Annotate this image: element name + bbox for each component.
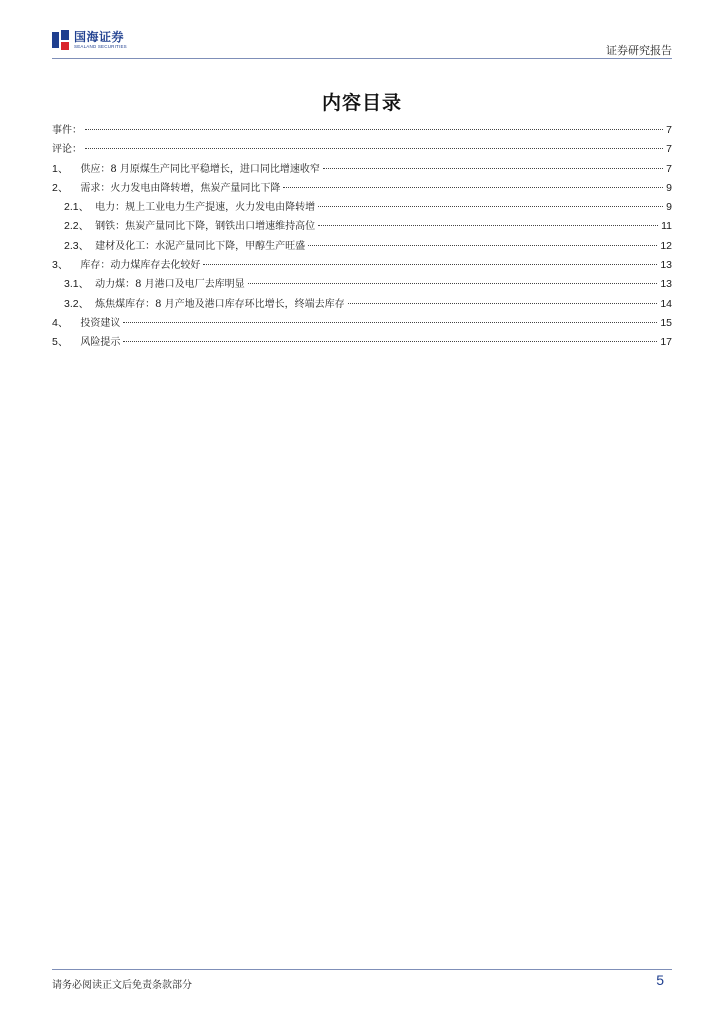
toc-entry-title: 事件： (52, 125, 82, 136)
toc-dot-leader (85, 129, 663, 130)
toc-dot-leader (283, 187, 663, 188)
toc-entry-page: 7 (666, 143, 672, 156)
toc-dot-leader (203, 264, 657, 265)
toc-entry[interactable] (52, 237, 672, 256)
toc-entry-title: 炼焦煤库存：8 月产地及港口库存环比增长，终端去库存 (95, 298, 345, 310)
toc-entry-page: 7 (666, 124, 672, 136)
toc-entry[interactable] (52, 179, 672, 198)
toc-dot-leader (123, 341, 657, 342)
toc-entry-number: 4、 (52, 316, 69, 329)
toc-entry-title: 供应：8 月原煤生产同比平稳增长，进口同比增速收窄 (80, 163, 320, 175)
toc-entry-page: 15 (660, 316, 672, 329)
toc-entry[interactable] (52, 160, 672, 179)
toc-entry[interactable] (52, 275, 672, 294)
table-of-contents (52, 121, 672, 353)
toc-entry[interactable] (52, 140, 672, 159)
toc-entry-page: 13 (660, 259, 672, 272)
toc-entry[interactable] (52, 256, 672, 275)
toc-entry-title: 建材及化工：水泥产量同比下降，甲醇生产旺盛 (95, 240, 306, 252)
toc-dot-leader (85, 148, 663, 149)
toc-entry-number: 2.3、 (64, 239, 90, 252)
toc-dot-leader (323, 168, 663, 169)
toc-entry-page: 13 (660, 278, 672, 291)
page-title: 内容目录 (321, 92, 402, 114)
toc-entry-number: 2、 (52, 181, 69, 194)
toc-entry-number: 3.2、 (64, 297, 90, 310)
toc-entry[interactable] (52, 333, 672, 352)
company-logo (52, 30, 127, 50)
toc-dot-leader (308, 245, 657, 246)
toc-entry-page: 12 (660, 239, 672, 252)
toc-entry-number: 3.1、 (64, 278, 90, 291)
toc-entry-title: 评论： (52, 144, 82, 156)
toc-entry-number: 2.2、 (64, 220, 90, 233)
toc-entry[interactable] (52, 314, 672, 333)
toc-entry[interactable] (52, 217, 672, 236)
toc-dot-leader (348, 303, 658, 304)
toc-entry-page: 14 (660, 297, 672, 310)
toc-dot-leader (123, 322, 657, 323)
toc-entry-title: 电力：规上工业电力生产提速，火力发电由降转增 (95, 202, 316, 214)
toc-entry-number: 5、 (52, 336, 69, 349)
logo-name-en: SEALAND SECURITIES (74, 43, 127, 49)
toc-entry[interactable] (52, 295, 672, 314)
toc-entry-title: 投资建议 (80, 317, 121, 329)
toc-entry-number: 3、 (52, 259, 69, 272)
page-number: 5 (656, 972, 664, 988)
toc-entry-page: 11 (661, 220, 672, 233)
toc-entry-page: 9 (666, 201, 672, 214)
toc-entry[interactable] (52, 121, 672, 140)
logo-name-cn: 国海证券 (74, 29, 125, 44)
logo-mark-icon (52, 30, 70, 50)
toc-entry-title: 库存：动力煤库存去化较好 (80, 260, 201, 272)
toc-entry-number: 1、 (52, 162, 69, 175)
toc-entry[interactable] (52, 198, 672, 217)
page-header (52, 28, 672, 58)
report-type-label: 证券研究报告 (606, 44, 672, 57)
toc-dot-leader (318, 225, 658, 226)
toc-entry-title: 钢铁：焦炭产量同比下降，钢铁出口增速维持高位 (95, 221, 316, 233)
toc-entry-page: 17 (660, 336, 672, 349)
footer-divider (52, 969, 672, 970)
header-divider (52, 58, 672, 59)
toc-entry-title: 风险提示 (80, 337, 121, 349)
toc-entry-number: 2.1、 (64, 201, 90, 214)
disclaimer-note: 请务必阅读正文后免责条款部分 (52, 980, 192, 991)
toc-dot-leader (248, 283, 658, 284)
toc-entry-title: 动力煤：8 月港口及电厂去库明显 (95, 279, 245, 291)
toc-entry-title: 需求：火力发电由降转增，焦炭产量同比下降 (80, 182, 281, 194)
toc-entry-page: 7 (666, 162, 672, 175)
toc-entry-page: 9 (666, 181, 672, 194)
toc-dot-leader (318, 206, 663, 207)
